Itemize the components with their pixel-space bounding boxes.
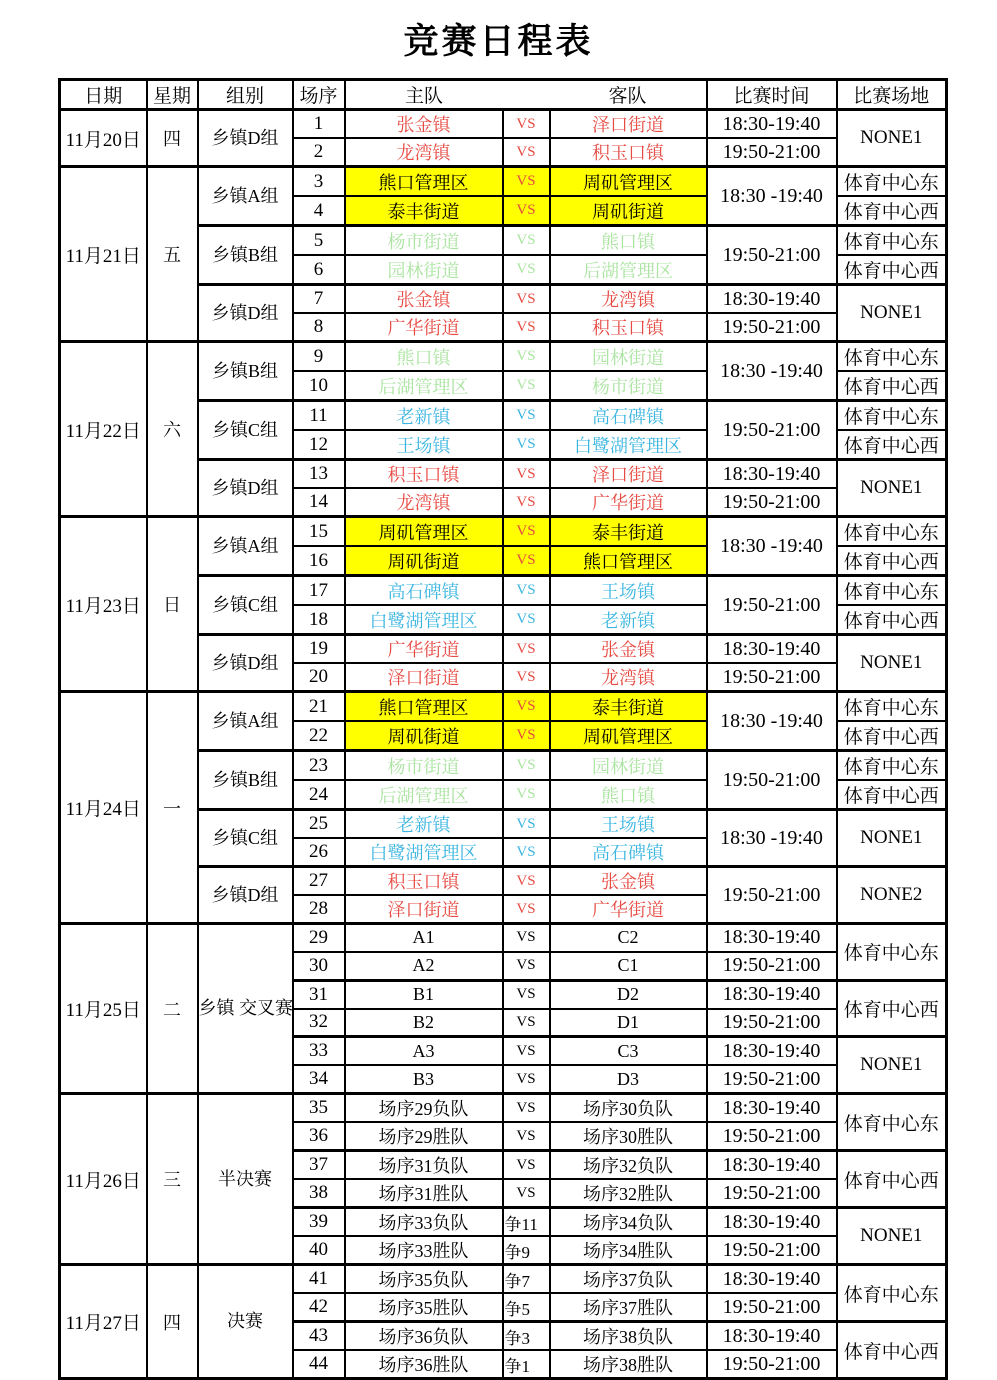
- match-seq-cell: 25: [293, 810, 345, 839]
- match-seq-cell: 34: [293, 1065, 345, 1093]
- venue-cell: 体育中心西: [837, 371, 947, 401]
- away-team-cell: 高石碑镇: [550, 401, 707, 431]
- home-team-cell: 场序36负队: [345, 1322, 503, 1351]
- group-cell: 乡镇D组: [198, 285, 293, 342]
- time-cell: 19:50-21:00: [707, 1065, 837, 1093]
- match-seq-cell: 44: [293, 1350, 345, 1379]
- home-team-cell: 熊口管理区: [345, 692, 503, 722]
- home-team-cell: 张金镇: [345, 110, 503, 139]
- home-team-cell: 张金镇: [345, 285, 503, 314]
- away-team-cell: 高石碑镇: [550, 838, 707, 867]
- away-team-cell: 周矶街道: [550, 196, 707, 226]
- home-team-cell: 场序31负队: [345, 1151, 503, 1180]
- venue-cell: 体育中心西: [837, 980, 947, 1037]
- vs-cell: VS: [503, 924, 550, 952]
- vs-cell: VS: [503, 810, 550, 839]
- match-seq-cell: 9: [293, 342, 345, 372]
- weekday-cell: 四: [147, 1265, 198, 1379]
- time-cell: 18:30-19:40: [707, 1265, 837, 1294]
- venue-cell: 体育中心东: [837, 401, 947, 431]
- vs-cell: VS: [503, 980, 550, 1008]
- time-cell: 18:30-19:40: [707, 110, 837, 139]
- match-seq-cell: 31: [293, 980, 345, 1008]
- vs-cell: VS: [503, 167, 550, 197]
- vs-cell: VS: [503, 605, 550, 635]
- away-team-cell: 龙湾镇: [550, 663, 707, 692]
- group-cell: 乡镇C组: [198, 576, 293, 635]
- home-team-cell: 园林街道: [345, 255, 503, 285]
- venue-cell: NONE2: [837, 867, 947, 924]
- group-cell: 乡镇B组: [198, 342, 293, 401]
- match-seq-cell: 17: [293, 576, 345, 606]
- match-seq-cell: 30: [293, 952, 345, 980]
- vs-cell: VS: [503, 1094, 550, 1123]
- header-group: 组别: [198, 80, 293, 110]
- venue-cell: 体育中心东: [837, 576, 947, 606]
- home-team-cell: 积玉口镇: [345, 867, 503, 896]
- time-cell: 19:50-21:00: [707, 401, 837, 460]
- vs-cell: VS: [503, 952, 550, 980]
- vs-cell: VS: [503, 1009, 550, 1037]
- vs-cell: VS: [503, 226, 550, 256]
- match-seq-cell: 6: [293, 255, 345, 285]
- match-seq-cell: 40: [293, 1236, 345, 1265]
- away-team-cell: 场序34胜队: [550, 1236, 707, 1265]
- home-team-cell: 场序35胜队: [345, 1293, 503, 1322]
- away-team-cell: 广华街道: [550, 488, 707, 517]
- header-time: 比赛时间: [707, 80, 837, 110]
- date-cell: 11月21日: [60, 167, 147, 342]
- home-team-cell: 后湖管理区: [345, 371, 503, 401]
- away-team-cell: 泽口街道: [550, 110, 707, 139]
- venue-cell: 体育中心西: [837, 1322, 947, 1379]
- vs-cell: VS: [503, 285, 550, 314]
- time-cell: 18:30-19:40: [707, 635, 837, 664]
- away-team-cell: 场序34负队: [550, 1208, 707, 1237]
- home-team-cell: 周矶街道: [345, 721, 503, 751]
- vs-cell: VS: [503, 196, 550, 226]
- match-seq-cell: 27: [293, 867, 345, 896]
- vs-cell: VS: [503, 401, 550, 431]
- group-cell: 决赛: [198, 1265, 293, 1379]
- away-team-cell: D1: [550, 1009, 707, 1037]
- header-weekday: 星期: [147, 80, 198, 110]
- venue-cell: NONE1: [837, 1037, 947, 1094]
- match-seq-cell: 12: [293, 430, 345, 460]
- weekday-cell: 一: [147, 692, 198, 924]
- match-seq-cell: 39: [293, 1208, 345, 1237]
- home-team-cell: A3: [345, 1037, 503, 1065]
- schedule-row: [60, 167, 947, 197]
- away-team-cell: 场序38负队: [550, 1322, 707, 1351]
- away-team-cell: C2: [550, 924, 707, 952]
- home-team-cell: 场序35负队: [345, 1265, 503, 1294]
- vs-cell: VS: [503, 867, 550, 896]
- home-team-cell: 广华街道: [345, 635, 503, 664]
- away-team-cell: D3: [550, 1065, 707, 1093]
- vs-cell: VS: [503, 895, 550, 924]
- venue-cell: 体育中心东: [837, 751, 947, 781]
- time-cell: 18:30-19:40: [707, 1094, 837, 1123]
- vs-cell: VS: [503, 371, 550, 401]
- venue-cell: 体育中心东: [837, 1094, 947, 1151]
- home-team-cell: 王场镇: [345, 430, 503, 460]
- match-seq-cell: 15: [293, 517, 345, 547]
- match-seq-cell: 37: [293, 1151, 345, 1180]
- match-seq-cell: 23: [293, 751, 345, 781]
- header-date: 日期: [60, 80, 147, 110]
- group-cell: 乡镇D组: [198, 460, 293, 517]
- vs-cell: VS: [503, 313, 550, 342]
- time-cell: 18:30 -19:40: [707, 342, 837, 401]
- home-team-cell: 场序33负队: [345, 1208, 503, 1237]
- venue-cell: NONE1: [837, 1208, 947, 1265]
- away-team-cell: 龙湾镇: [550, 285, 707, 314]
- match-seq-cell: 1: [293, 110, 345, 139]
- schedule-row: [60, 924, 947, 952]
- match-seq-cell: 5: [293, 226, 345, 256]
- group-cell: 乡镇C组: [198, 401, 293, 460]
- vs-cell: VS: [503, 780, 550, 810]
- vs-cell: VS: [503, 138, 550, 167]
- group-cell: 乡镇A组: [198, 517, 293, 576]
- home-team-cell: 积玉口镇: [345, 460, 503, 489]
- group-cell: 乡镇A组: [198, 167, 293, 226]
- vs-cell: 争7: [503, 1265, 550, 1294]
- match-seq-cell: 24: [293, 780, 345, 810]
- away-team-cell: 张金镇: [550, 635, 707, 664]
- vs-cell: VS: [503, 1122, 550, 1151]
- vs-cell: VS: [503, 635, 550, 664]
- time-cell: 18:30-19:40: [707, 1151, 837, 1180]
- schedule-row: [60, 1094, 947, 1123]
- home-team-cell: 泰丰街道: [345, 196, 503, 226]
- venue-cell: 体育中心西: [837, 546, 947, 576]
- time-cell: 18:30 -19:40: [707, 517, 837, 576]
- time-cell: 18:30-19:40: [707, 460, 837, 489]
- header-seq: 场序: [293, 80, 345, 110]
- header-home-team: 主队: [404, 86, 443, 107]
- match-seq-cell: 14: [293, 488, 345, 517]
- match-seq-cell: 20: [293, 663, 345, 692]
- date-cell: 11月20日: [60, 110, 147, 167]
- venue-cell: 体育中心西: [837, 196, 947, 226]
- time-cell: 18:30-19:40: [707, 980, 837, 1008]
- vs-cell: VS: [503, 1179, 550, 1208]
- time-cell: 18:30-19:40: [707, 1037, 837, 1065]
- home-team-cell: B1: [345, 980, 503, 1008]
- away-team-cell: 积玉口镇: [550, 138, 707, 167]
- time-cell: 19:50-21:00: [707, 313, 837, 342]
- group-cell: 乡镇D组: [198, 110, 293, 167]
- group-cell: 乡镇B组: [198, 226, 293, 285]
- vs-cell: VS: [503, 751, 550, 781]
- match-seq-cell: 2: [293, 138, 345, 167]
- venue-cell: 体育中心西: [837, 605, 947, 635]
- match-seq-cell: 29: [293, 924, 345, 952]
- date-cell: 11月22日: [60, 342, 147, 517]
- away-team-cell: 场序37负队: [550, 1265, 707, 1294]
- home-team-cell: B2: [345, 1009, 503, 1037]
- home-team-cell: 白鹭湖管理区: [345, 838, 503, 867]
- match-seq-cell: 19: [293, 635, 345, 664]
- time-cell: 18:30 -19:40: [707, 167, 837, 226]
- weekday-cell: 四: [147, 110, 198, 167]
- group-cell: 乡镇D组: [198, 635, 293, 692]
- match-seq-cell: 11: [293, 401, 345, 431]
- match-seq-cell: 8: [293, 313, 345, 342]
- home-team-cell: 场序29胜队: [345, 1122, 503, 1151]
- away-team-cell: 泰丰街道: [550, 517, 707, 547]
- venue-cell: NONE1: [837, 285, 947, 342]
- match-seq-cell: 4: [293, 196, 345, 226]
- vs-cell: 争11: [503, 1208, 550, 1237]
- time-cell: 19:50-21:00: [707, 663, 837, 692]
- home-team-cell: 熊口镇: [345, 342, 503, 372]
- vs-cell: 争5: [503, 1293, 550, 1322]
- home-team-cell: 泽口街道: [345, 895, 503, 924]
- group-cell: 乡镇B组: [198, 751, 293, 810]
- away-team-cell: 熊口镇: [550, 780, 707, 810]
- away-team-cell: 泽口街道: [550, 460, 707, 489]
- vs-cell: 争1: [503, 1350, 550, 1379]
- away-team-cell: 张金镇: [550, 867, 707, 896]
- time-cell: 19:50-21:00: [707, 138, 837, 167]
- match-seq-cell: 26: [293, 838, 345, 867]
- vs-cell: VS: [503, 488, 550, 517]
- schedule-row: [60, 110, 947, 139]
- weekday-cell: 日: [147, 517, 198, 692]
- weekday-cell: 五: [147, 167, 198, 342]
- venue-cell: NONE1: [837, 460, 947, 517]
- home-team-cell: 场序29负队: [345, 1094, 503, 1123]
- venue-cell: 体育中心西: [837, 255, 947, 285]
- match-seq-cell: 18: [293, 605, 345, 635]
- schedule-table: [58, 78, 948, 1380]
- vs-cell: VS: [503, 430, 550, 460]
- home-team-cell: 龙湾镇: [345, 138, 503, 167]
- match-seq-cell: 42: [293, 1293, 345, 1322]
- venue-cell: 体育中心西: [837, 1151, 947, 1208]
- away-team-cell: 周矶管理区: [550, 721, 707, 751]
- schedule-row: [60, 517, 947, 547]
- home-team-cell: 高石碑镇: [345, 576, 503, 606]
- home-team-cell: 场序31胜队: [345, 1179, 503, 1208]
- away-team-cell: D2: [550, 980, 707, 1008]
- time-cell: 19:50-21:00: [707, 226, 837, 285]
- group-cell: 乡镇C组: [198, 810, 293, 867]
- away-team-cell: 泰丰街道: [550, 692, 707, 722]
- home-team-cell: 周矶管理区: [345, 517, 503, 547]
- venue-cell: 体育中心东: [837, 517, 947, 547]
- away-team-cell: 园林街道: [550, 342, 707, 372]
- time-cell: 18:30-19:40: [707, 924, 837, 952]
- venue-cell: 体育中心西: [837, 721, 947, 751]
- time-cell: 19:50-21:00: [707, 1179, 837, 1208]
- vs-cell: VS: [503, 1037, 550, 1065]
- date-cell: 11月27日: [60, 1265, 147, 1379]
- group-cell: 乡镇 交叉赛: [198, 924, 293, 1094]
- time-cell: 18:30-19:40: [707, 1322, 837, 1351]
- header-venue: 比赛场地: [837, 80, 947, 110]
- match-seq-cell: 38: [293, 1179, 345, 1208]
- away-team-cell: 园林街道: [550, 751, 707, 781]
- vs-cell: 争9: [503, 1236, 550, 1265]
- venue-cell: 体育中心西: [837, 430, 947, 460]
- date-cell: 11月26日: [60, 1094, 147, 1265]
- away-team-cell: 场序30胜队: [550, 1122, 707, 1151]
- home-team-cell: A2: [345, 952, 503, 980]
- vs-cell: 争3: [503, 1322, 550, 1351]
- home-team-cell: 广华街道: [345, 313, 503, 342]
- home-team-cell: 白鹭湖管理区: [345, 605, 503, 635]
- away-team-cell: 杨市街道: [550, 371, 707, 401]
- match-seq-cell: 21: [293, 692, 345, 722]
- vs-cell: VS: [503, 342, 550, 372]
- vs-cell: VS: [503, 110, 550, 139]
- away-team-cell: 场序30负队: [550, 1094, 707, 1123]
- time-cell: 18:30 -19:40: [707, 692, 837, 751]
- time-cell: 19:50-21:00: [707, 1350, 837, 1379]
- vs-cell: VS: [503, 721, 550, 751]
- page-title: 竞赛日程表: [403, 22, 594, 61]
- time-cell: 19:50-21:00: [707, 488, 837, 517]
- schedule-row: [60, 342, 947, 372]
- away-team-cell: 老新镇: [550, 605, 707, 635]
- venue-cell: NONE1: [837, 810, 947, 867]
- match-seq-cell: 32: [293, 1009, 345, 1037]
- away-team-cell: 积玉口镇: [550, 313, 707, 342]
- venue-cell: NONE1: [837, 635, 947, 692]
- venue-cell: 体育中心西: [837, 780, 947, 810]
- away-team-cell: 场序38胜队: [550, 1350, 707, 1379]
- away-team-cell: 王场镇: [550, 576, 707, 606]
- match-seq-cell: 22: [293, 721, 345, 751]
- match-seq-cell: 41: [293, 1265, 345, 1294]
- match-seq-cell: 36: [293, 1122, 345, 1151]
- vs-cell: VS: [503, 838, 550, 867]
- time-cell: 19:50-21:00: [707, 952, 837, 980]
- away-team-cell: 广华街道: [550, 895, 707, 924]
- time-cell: 19:50-21:00: [707, 1009, 837, 1037]
- away-team-cell: 白鹭湖管理区: [550, 430, 707, 460]
- time-cell: 19:50-21:00: [707, 867, 837, 924]
- group-cell: 乡镇D组: [198, 867, 293, 924]
- vs-cell: VS: [503, 663, 550, 692]
- away-team-cell: 后湖管理区: [550, 255, 707, 285]
- weekday-cell: 三: [147, 1094, 198, 1265]
- date-cell: 11月24日: [60, 692, 147, 924]
- vs-cell: VS: [503, 546, 550, 576]
- venue-cell: 体育中心东: [837, 692, 947, 722]
- match-seq-cell: 43: [293, 1322, 345, 1351]
- home-team-cell: 熊口管理区: [345, 167, 503, 197]
- away-team-cell: 周矶管理区: [550, 167, 707, 197]
- away-team-cell: C3: [550, 1037, 707, 1065]
- vs-cell: VS: [503, 692, 550, 722]
- home-team-cell: B3: [345, 1065, 503, 1093]
- vs-cell: VS: [503, 576, 550, 606]
- home-team-cell: 老新镇: [345, 401, 503, 431]
- time-cell: 19:50-21:00: [707, 1122, 837, 1151]
- header-row: [60, 80, 947, 110]
- away-team-cell: 场序37胜队: [550, 1293, 707, 1322]
- venue-cell: 体育中心东: [837, 1265, 947, 1322]
- weekday-cell: 二: [147, 924, 198, 1094]
- away-team-cell: 场序32负队: [550, 1151, 707, 1180]
- home-team-cell: 周矶街道: [345, 546, 503, 576]
- home-team-cell: 后湖管理区: [345, 780, 503, 810]
- match-seq-cell: 7: [293, 285, 345, 314]
- away-team-cell: 熊口管理区: [550, 546, 707, 576]
- time-cell: 19:50-21:00: [707, 1293, 837, 1322]
- home-team-cell: 场序33胜队: [345, 1236, 503, 1265]
- group-cell: 半决赛: [198, 1094, 293, 1265]
- match-seq-cell: 13: [293, 460, 345, 489]
- match-seq-cell: 16: [293, 546, 345, 576]
- match-seq-cell: 28: [293, 895, 345, 924]
- vs-cell: VS: [503, 517, 550, 547]
- vs-cell: VS: [503, 1065, 550, 1093]
- time-cell: 19:50-21:00: [707, 751, 837, 810]
- time-cell: 18:30 -19:40: [707, 810, 837, 867]
- home-team-cell: 场序36胜队: [345, 1350, 503, 1379]
- away-team-cell: 熊口镇: [550, 226, 707, 256]
- home-team-cell: 龙湾镇: [345, 488, 503, 517]
- match-seq-cell: 3: [293, 167, 345, 197]
- header-away-team: 客队: [608, 86, 647, 107]
- header-teams: [345, 80, 707, 110]
- match-seq-cell: 33: [293, 1037, 345, 1065]
- home-team-cell: 杨市街道: [345, 226, 503, 256]
- time-cell: 19:50-21:00: [707, 1236, 837, 1265]
- home-team-cell: 老新镇: [345, 810, 503, 839]
- vs-cell: VS: [503, 255, 550, 285]
- home-team-cell: 泽口街道: [345, 663, 503, 692]
- away-team-cell: C1: [550, 952, 707, 980]
- venue-cell: 体育中心东: [837, 342, 947, 372]
- time-cell: 19:50-21:00: [707, 576, 837, 635]
- date-cell: 11月23日: [60, 517, 147, 692]
- time-cell: 18:30-19:40: [707, 1208, 837, 1237]
- away-team-cell: 王场镇: [550, 810, 707, 839]
- home-team-cell: A1: [345, 924, 503, 952]
- venue-cell: 体育中心东: [837, 167, 947, 197]
- venue-cell: 体育中心东: [837, 226, 947, 256]
- schedule-row: [60, 692, 947, 722]
- weekday-cell: 六: [147, 342, 198, 517]
- vs-cell: VS: [503, 460, 550, 489]
- match-seq-cell: 35: [293, 1094, 345, 1123]
- home-team-cell: 杨市街道: [345, 751, 503, 781]
- away-team-cell: 场序32胜队: [550, 1179, 707, 1208]
- date-cell: 11月25日: [60, 924, 147, 1094]
- time-cell: 18:30-19:40: [707, 285, 837, 314]
- vs-cell: VS: [503, 1151, 550, 1180]
- match-seq-cell: 10: [293, 371, 345, 401]
- group-cell: 乡镇A组: [198, 692, 293, 751]
- schedule-row: [60, 1265, 947, 1294]
- venue-cell: 体育中心东: [837, 924, 947, 981]
- venue-cell: NONE1: [837, 110, 947, 167]
